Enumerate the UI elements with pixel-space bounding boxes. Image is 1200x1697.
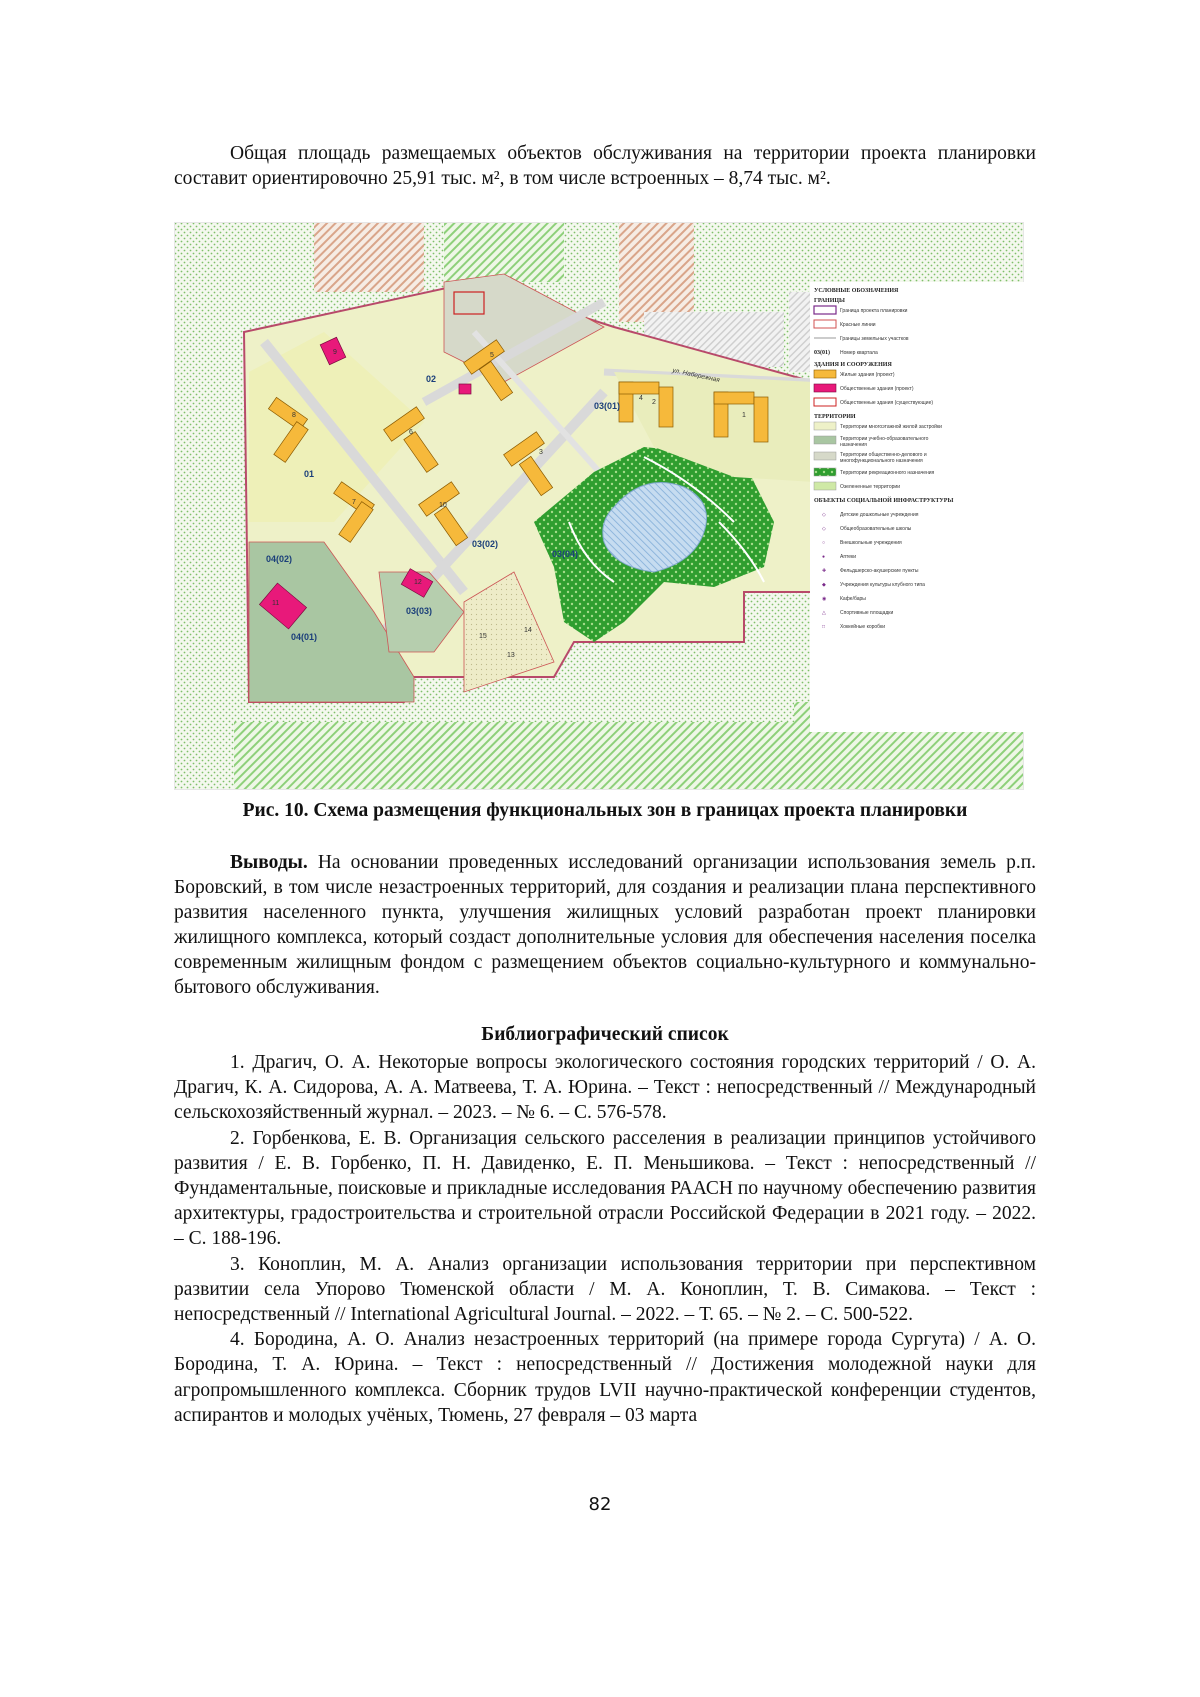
svg-text:◇: ◇	[822, 512, 826, 518]
svg-text:01: 01	[304, 469, 315, 479]
svg-text:△: △	[822, 610, 826, 616]
svg-text:Фельдшерско-акушерские пункты: Фельдшерско-акушерские пункты	[840, 568, 919, 574]
svg-text:ТЕРРИТОРИИ: ТЕРРИТОРИИ	[814, 414, 856, 420]
svg-text:2: 2	[652, 399, 656, 406]
svg-text:◉: ◉	[822, 596, 827, 602]
svg-text:02: 02	[426, 374, 437, 384]
svg-text:Озелененные территории: Озелененные территории	[840, 484, 901, 490]
svg-text:Аптеки: Аптеки	[840, 554, 857, 560]
svg-text:6: 6	[409, 429, 413, 436]
svg-text:9: 9	[333, 349, 337, 356]
svg-text:Учреждения культуры клубного т: Учреждения культуры клубного типа	[840, 582, 925, 588]
svg-text:03(03): 03(03)	[406, 606, 433, 616]
svg-text:10: 10	[439, 502, 447, 509]
svg-text:04(02): 04(02)	[266, 554, 293, 564]
svg-text:Общественные здания (существую: Общественные здания (существующие)	[840, 400, 934, 406]
svg-text:Жилые здания (проект): Жилые здания (проект)	[840, 372, 895, 378]
svg-text:12: 12	[414, 579, 422, 586]
planning-map	[174, 222, 1024, 790]
svg-text:Кафе/бары: Кафе/бары	[840, 596, 866, 602]
bibliography-item: 3. Коноплин, М. А. Анализ организации использования территории при перспективном развитии села Упорово Тюменской области / М. А. Коноплин, Т. В. Симакова. – Текст : непосредственный // International Agricultural Journal. – 2022. – Т. 65. – № 2. – С. 500-522.	[174, 1253, 1036, 1326]
svg-text:Граница проекта планировки: Граница проекта планировки	[840, 308, 908, 314]
svg-text:✚: ✚	[822, 568, 827, 574]
svg-text:Границы земельных участков: Границы земельных участков	[840, 336, 909, 342]
svg-text:многофункционального назначени: многофункционального назначения	[840, 458, 923, 464]
bibliography-item: 4. Бородина, А. О. Анализ незастроенных территорий (на примере города Сургута) / А. О. Бородина, Т. А. Юрина. – Текст : непосредственный // Достижения молодежной науки для агропромышленного комплекса. Сборник трудов LVII научно-практической конференции студентов, аспирантов и молодых учёных, Тюмень, 27 февраля – 03 марта	[174, 1329, 1036, 1426]
svg-text:Красные линии: Красные линии	[840, 322, 876, 328]
svg-text:15: 15	[479, 633, 487, 640]
bibliography-item: 2. Горбенкова, Е. В. Организация сельского расселения в реализации принципов устойчивого развития / Е. В. Горбенко, П. Н. Давиденко, Е. П. Меньшикова. – Текст : непосредственный // Фундаментальные, поисковые и прикладные исследования РААСН по научному обеспечению развития архитектуры, градостроительства и строительной отрасли Российской Федерации в 2021 году. – 2022. – С. 188-196.	[174, 1127, 1036, 1250]
svg-text:●: ●	[822, 554, 826, 560]
svg-text:8: 8	[292, 412, 296, 419]
svg-text:□: □	[822, 624, 826, 630]
svg-text:○: ○	[822, 540, 826, 546]
bibliography-title: Библиографический список	[481, 1024, 729, 1045]
svg-text:ОБЪЕКТЫ СОЦИАЛЬНОЙ ИНФРАСТРУКТ: ОБЪЕКТЫ СОЦИАЛЬНОЙ ИНФРАСТРУКТУРЫ	[814, 498, 954, 504]
svg-text:◇: ◇	[822, 526, 826, 532]
svg-text:13: 13	[507, 652, 515, 659]
planning-scheme-figure	[174, 222, 1024, 790]
svg-text:03(02): 03(02)	[472, 539, 499, 549]
map-legend	[810, 282, 1024, 732]
svg-text:4: 4	[639, 395, 643, 402]
svg-text:03(01): 03(01)	[814, 350, 830, 356]
svg-text:03(04): 03(04)	[552, 549, 579, 559]
svg-text:14: 14	[524, 627, 532, 634]
bibliography-list	[174, 1050, 1036, 1428]
svg-text:Хоккейные коробки: Хоккейные коробки	[840, 624, 886, 630]
figure-caption: Рис. 10. Схема размещения функциональных зон в границах проекта планировки	[242, 800, 968, 821]
svg-text:назначения: назначения	[840, 442, 867, 448]
svg-text:1: 1	[742, 412, 746, 419]
conclusions-paragraph	[174, 850, 1036, 1000]
svg-text:5: 5	[490, 352, 494, 359]
intro-paragraph: Общая площадь размещаемых объектов обслуживания на территории проекта планировки составит ориентировочно 25,91 тыс. м², в том числе встроенных – 8,74 тыс. м².	[174, 143, 1036, 189]
svg-text:Внешкольные учреждения: Внешкольные учреждения	[840, 540, 902, 546]
svg-text:03(01): 03(01)	[594, 401, 621, 411]
page-number: 82	[588, 1494, 612, 1515]
svg-text:Территории учебно-образователь: Территории учебно-образовательного	[840, 436, 929, 442]
svg-text:Общеобразовательные школы: Общеобразовательные школы	[840, 526, 912, 532]
svg-text:11: 11	[272, 600, 280, 607]
svg-text:ул. Набережная: ул. Набережная	[671, 367, 721, 385]
svg-text:Спортивные площадки: Спортивные площадки	[840, 610, 894, 616]
svg-text:7: 7	[352, 499, 356, 506]
bibliography-item: 1. Драгич, О. А. Некоторые вопросы экологического состояния городских территорий / О. А. Драгич, К. А. Сидорова, А. А. Матвеева, Т. А. Юрина. – Текст : непосредственный // Международный сельскохозяйственный журнал. – 2023. – № 6. – С. 576-578.	[174, 1052, 1036, 1124]
conclusions-label: Выводы.	[230, 852, 308, 873]
svg-text:Общественные здания (проект): Общественные здания (проект)	[840, 386, 914, 392]
svg-text:04(01): 04(01)	[291, 632, 318, 642]
svg-text:Детские дошкольные учреждения: Детские дошкольные учреждения	[840, 512, 919, 518]
svg-text:3: 3	[539, 449, 543, 456]
svg-text:Территории общественно-деловог: Территории общественно-делового и	[840, 452, 927, 458]
conclusions-text: На основании проведенных исследований организации использования земель р.п. Боровский, в том числе незастроенных территорий, для создания и реализации плана перспективного развития населенного пункта, улучшения жилищных условий разработан проект планировки жилищного комплекса, который создаст дополнительные условия для обеспечения населения поселка современным жилищным фондом с размещением объектов социально-культурного и коммунально-бытового обслуживания.	[174, 852, 1036, 998]
svg-text:УСЛОВНЫЕ ОБОЗНАЧЕНИЯ: УСЛОВНЫЕ ОБОЗНАЧЕНИЯ	[814, 288, 899, 294]
svg-text:Территории многоэтажной жилой: Территории многоэтажной жилой застройки	[840, 424, 942, 430]
svg-text:ГРАНИЦЫ: ГРАНИЦЫ	[814, 298, 845, 304]
svg-text:ЗДАНИЯ И СООРУЖЕНИЯ: ЗДАНИЯ И СООРУЖЕНИЯ	[814, 362, 892, 368]
svg-text:Территории рекреационного назн: Территории рекреационного назначения	[840, 470, 935, 476]
svg-text:Номер квартала: Номер квартала	[840, 350, 878, 356]
svg-text:◆: ◆	[822, 582, 826, 588]
